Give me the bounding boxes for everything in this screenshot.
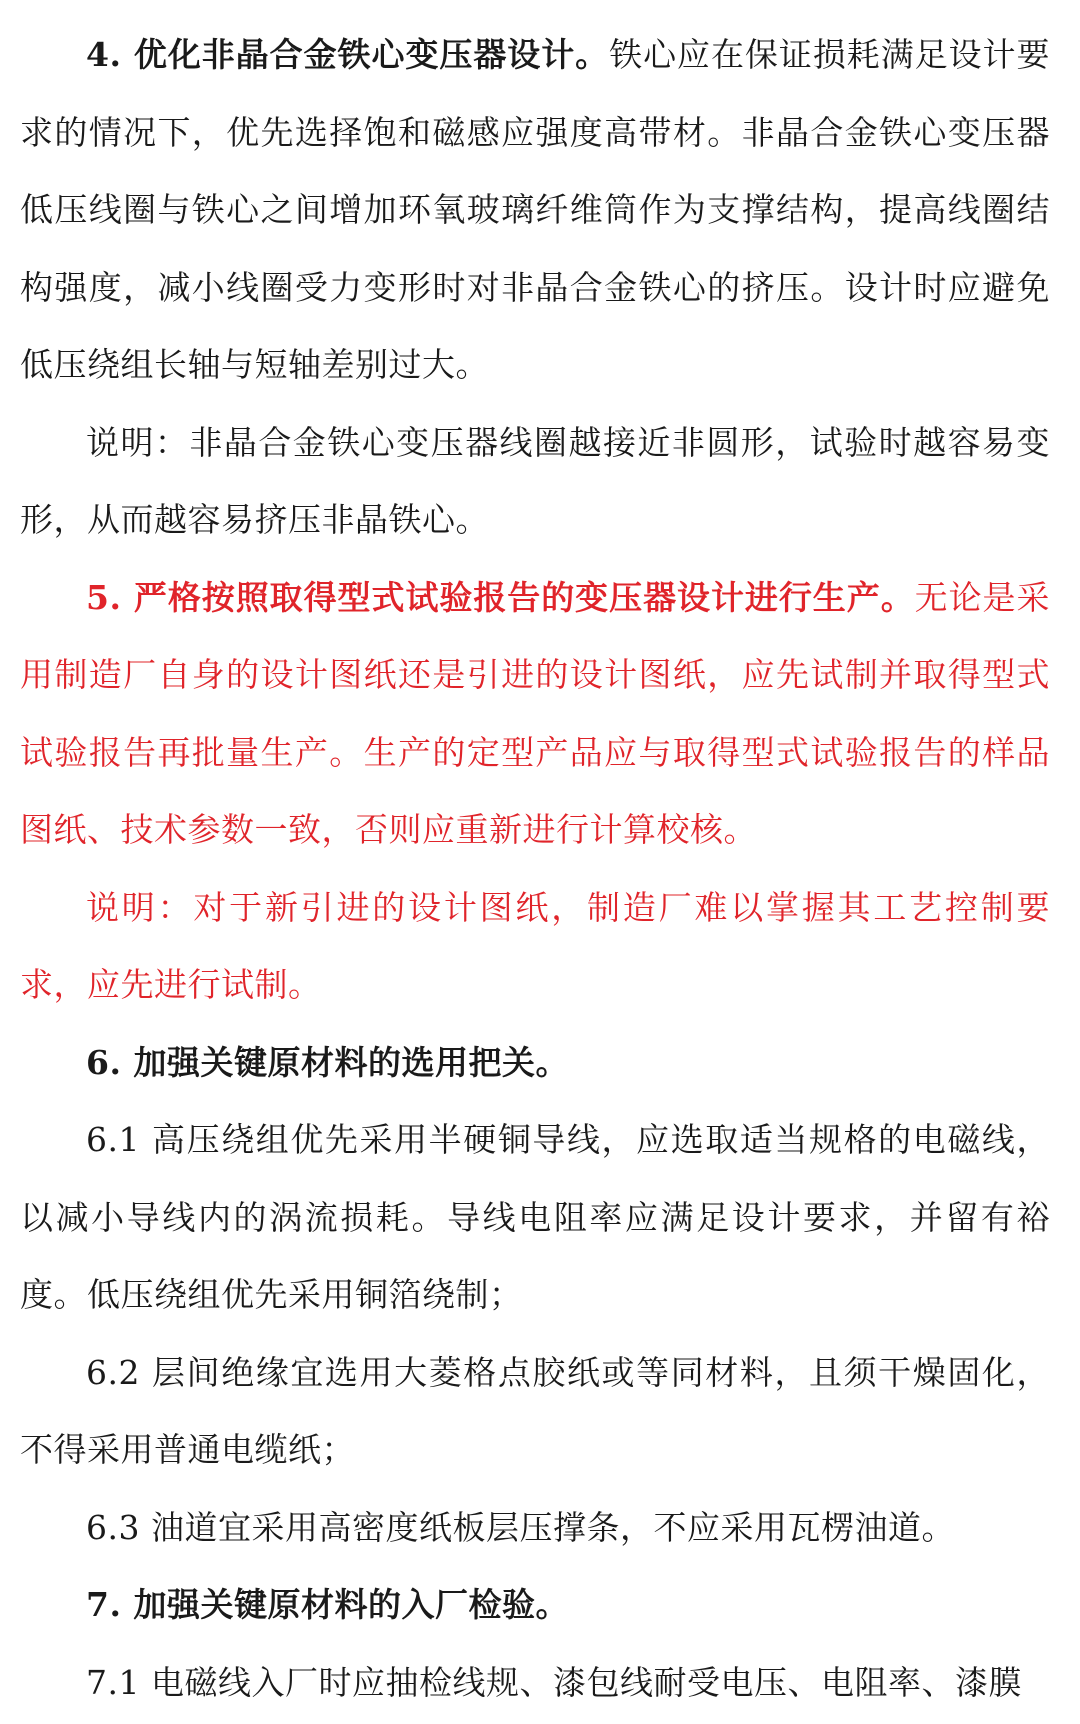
section-7-heading: 7. 加强关键原材料的入厂检验。	[86, 1585, 569, 1624]
section-4-paragraph	[20, 16, 1050, 404]
section-5-note: 说明：对于新引进的设计图纸，制造厂难以掌握其工艺控制要求，应先进行试制。	[20, 887, 1050, 1004]
section-5-paragraph	[20, 559, 1050, 869]
section-5-heading: 5. 严格按照取得型式试验报告的变压器设计进行生产。	[86, 577, 915, 617]
item-7-1: 7.1 电磁线入厂时应抽检线规、漆包线耐受电压、电阻率、漆膜	[86, 1662, 1022, 1702]
item-6-2: 6.2 层间绝缘宜选用大菱格点胶纸或等同材料，且须干燥固化，不得采用普通电缆纸；	[20, 1352, 1050, 1469]
section-4-note: 说明：非晶合金铁心变压器线圈越接近非圆形，试验时越容易变形，从而越容易挤压非晶铁心。	[20, 422, 1050, 539]
section-4-heading: 4. 优化非晶合金铁心变压器设计。	[86, 35, 610, 74]
section-5-body: 无论是采用制造厂自身的设计图纸还是引进的设计图纸，应先试制并取得型式试验报告再批量生产。生产的定型产品应与取得型式试验报告的样品图纸、技术参数一致，否则应重新进行计算校核。	[20, 577, 1050, 849]
item-6-1: 6.1 高压绕组优先采用半硬铜导线，应选取适当规格的电磁线，以减小导线内的涡流损耗。导线电阻率应满足设计要求，并留有裕度。低压绕组优先采用铜箔绕制；	[20, 1120, 1050, 1314]
section-4-body: 铁心应在保证损耗满足设计要求的情况下，优先选择饱和磁感应强度高带材。非晶合金铁心变压器低压线圈与铁心之间增加环氧玻璃纤维筒作为支撑结构，提高线圈结构强度，减小线圈受力变形时对非晶合金铁心的挤压。设计时应避免低压绕组长轴与短轴差别过大。	[20, 35, 1050, 384]
item-6-3: 6.3 油道宜采用高密度纸板层压撑条，不应采用瓦楞油道。	[86, 1507, 955, 1547]
section-6-heading: 6. 加强关键原材料的选用把关。	[86, 1042, 569, 1082]
